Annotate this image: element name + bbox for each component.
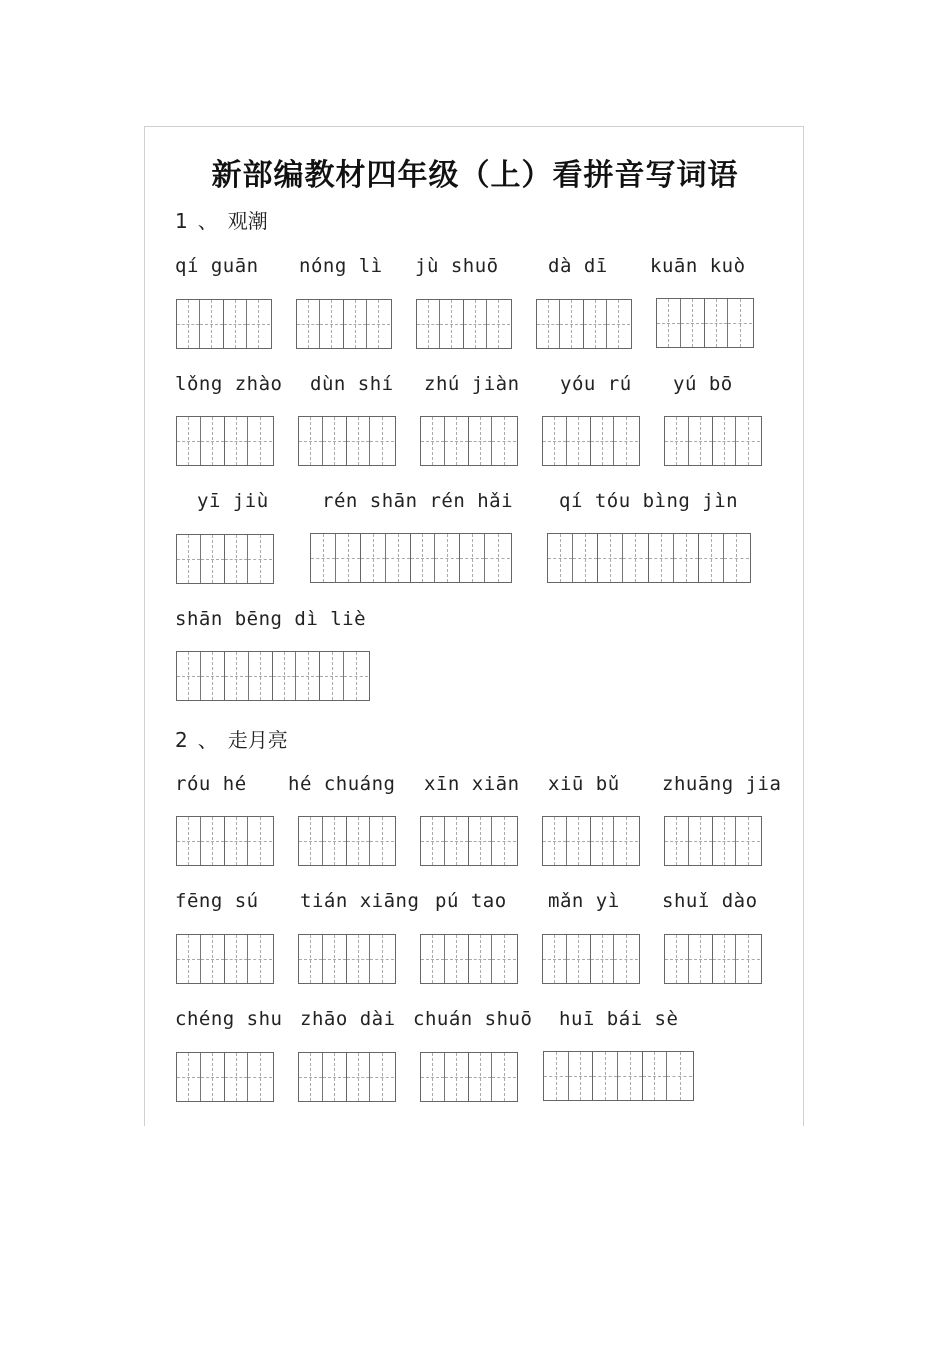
- grid-cell[interactable]: [248, 1053, 272, 1101]
- section-separator: 、: [197, 728, 218, 752]
- grid-cell[interactable]: [224, 300, 247, 348]
- grid-cell[interactable]: [323, 935, 347, 983]
- grid-cell[interactable]: [248, 817, 272, 865]
- grid-cell[interactable]: [492, 935, 516, 983]
- grid-cell[interactable]: [201, 652, 225, 700]
- grid-cell[interactable]: [347, 417, 371, 465]
- page-title: 新部编教材四年级（上）看拼音写词语: [211, 158, 739, 193]
- writing-grid[interactable]: [296, 299, 392, 349]
- grid-cell[interactable]: [344, 652, 368, 700]
- grid-cell[interactable]: [699, 534, 724, 582]
- grid-cell[interactable]: [370, 935, 394, 983]
- grid-cell[interactable]: [591, 417, 615, 465]
- grid-cell[interactable]: [201, 935, 225, 983]
- grid-cell[interactable]: [736, 817, 760, 865]
- writing-grid[interactable]: [420, 1052, 518, 1102]
- grid-cell[interactable]: [607, 300, 630, 348]
- word-pinyin: yóu rú: [560, 373, 632, 395]
- grid-cell[interactable]: [311, 534, 336, 582]
- writing-grid[interactable]: [298, 816, 396, 866]
- grid-cell[interactable]: [249, 652, 273, 700]
- writing-grid[interactable]: [176, 651, 370, 701]
- grid-cell[interactable]: [736, 935, 760, 983]
- grid-cell[interactable]: [469, 935, 493, 983]
- grid-cell[interactable]: [248, 417, 272, 465]
- grid-cell[interactable]: [584, 300, 607, 348]
- writing-grid[interactable]: [176, 934, 274, 984]
- grid-cell[interactable]: [201, 417, 225, 465]
- word-pinyin: huī bái sè: [559, 1008, 679, 1030]
- grid-cell[interactable]: [705, 299, 729, 347]
- grid-cell[interactable]: [560, 300, 583, 348]
- grid-cell[interactable]: [667, 1052, 692, 1100]
- grid-cell[interactable]: [657, 299, 681, 347]
- writing-grid[interactable]: [536, 299, 632, 349]
- grid-cell[interactable]: [336, 534, 361, 582]
- writing-grid[interactable]: [543, 1051, 694, 1101]
- grid-cell[interactable]: [225, 535, 249, 583]
- grid-cell[interactable]: [665, 817, 689, 865]
- grid-cell[interactable]: [370, 1053, 394, 1101]
- grid-cell[interactable]: [347, 1053, 371, 1101]
- writing-grid[interactable]: [542, 416, 640, 466]
- grid-cell[interactable]: [544, 1052, 569, 1100]
- word-pinyin: qí tóu bìng jìn: [559, 490, 739, 512]
- grid-cell[interactable]: [225, 652, 249, 700]
- grid-cell[interactable]: [591, 935, 615, 983]
- grid-cell[interactable]: [320, 300, 343, 348]
- grid-cell[interactable]: [299, 817, 323, 865]
- grid-cell[interactable]: [225, 1053, 249, 1101]
- writing-grid[interactable]: [298, 934, 396, 984]
- grid-cell[interactable]: [421, 1053, 445, 1101]
- grid-cell[interactable]: [591, 817, 615, 865]
- grid-cell[interactable]: [248, 535, 272, 583]
- grid-cell[interactable]: [177, 300, 200, 348]
- writing-grid[interactable]: [176, 299, 272, 349]
- grid-cell[interactable]: [421, 935, 445, 983]
- writing-grid[interactable]: [547, 533, 751, 583]
- writing-grid[interactable]: [420, 934, 518, 984]
- section-number: 2: [175, 728, 188, 752]
- writing-grid[interactable]: [298, 1052, 396, 1102]
- grid-cell[interactable]: [689, 817, 713, 865]
- grid-cell[interactable]: [614, 417, 638, 465]
- word-pinyin: qí guān: [175, 255, 259, 277]
- word-pinyin: zhú jiàn: [424, 373, 520, 395]
- grid-cell[interactable]: [665, 417, 689, 465]
- writing-grid[interactable]: [656, 298, 754, 348]
- section-name: 观潮: [227, 209, 268, 233]
- word-pinyin: nóng lì: [299, 255, 383, 277]
- word-pinyin: rén shān rén hǎi: [322, 490, 514, 512]
- grid-cell[interactable]: [618, 1052, 643, 1100]
- writing-grid[interactable]: [416, 299, 512, 349]
- grid-cell[interactable]: [248, 935, 272, 983]
- grid-cell[interactable]: [469, 417, 493, 465]
- writing-grid[interactable]: [176, 416, 274, 466]
- grid-cell[interactable]: [724, 534, 749, 582]
- grid-cell[interactable]: [445, 417, 469, 465]
- grid-cell[interactable]: [492, 1053, 516, 1101]
- section-number: 1: [175, 209, 188, 233]
- grid-cell[interactable]: [464, 300, 487, 348]
- grid-cell[interactable]: [543, 417, 567, 465]
- writing-grid[interactable]: [420, 416, 518, 466]
- word-pinyin: chéng shu: [175, 1008, 283, 1030]
- grid-cell[interactable]: [598, 534, 623, 582]
- grid-cell[interactable]: [543, 817, 567, 865]
- grid-cell[interactable]: [492, 417, 516, 465]
- section-heading: [175, 724, 288, 753]
- word-pinyin: zhāo dài: [300, 1008, 396, 1030]
- grid-cell[interactable]: [177, 1053, 201, 1101]
- grid-cell[interactable]: [440, 300, 463, 348]
- section-separator: 、: [197, 209, 218, 233]
- section-heading: [175, 205, 268, 234]
- grid-cell[interactable]: [347, 817, 371, 865]
- grid-cell[interactable]: [177, 535, 201, 583]
- grid-cell[interactable]: [643, 1052, 668, 1100]
- word-pinyin: pú tao: [435, 890, 507, 912]
- grid-cell[interactable]: [273, 652, 297, 700]
- grid-cell[interactable]: [225, 935, 249, 983]
- grid-cell[interactable]: [201, 535, 225, 583]
- grid-cell[interactable]: [411, 534, 436, 582]
- grid-cell[interactable]: [460, 534, 485, 582]
- grid-cell[interactable]: [445, 817, 469, 865]
- word-pinyin: tián xiāng: [300, 890, 420, 912]
- word-pinyin: shān bēng dì liè: [175, 608, 367, 630]
- grid-cell[interactable]: [567, 417, 591, 465]
- grid-cell[interactable]: [421, 817, 445, 865]
- grid-cell[interactable]: [728, 299, 752, 347]
- grid-cell[interactable]: [177, 935, 201, 983]
- grid-cell[interactable]: [370, 417, 394, 465]
- grid-cell[interactable]: [323, 417, 347, 465]
- grid-cell[interactable]: [299, 1053, 323, 1101]
- grid-cell[interactable]: [492, 817, 516, 865]
- writing-grid[interactable]: [176, 816, 274, 866]
- grid-cell[interactable]: [689, 935, 713, 983]
- grid-cell[interactable]: [537, 300, 560, 348]
- word-pinyin: yī jiù: [197, 490, 269, 512]
- grid-cell[interactable]: [421, 417, 445, 465]
- word-pinyin: chuán shuō: [413, 1008, 533, 1030]
- grid-cell[interactable]: [320, 652, 344, 700]
- grid-cell[interactable]: [469, 1053, 493, 1101]
- grid-cell[interactable]: [347, 935, 371, 983]
- writing-grid[interactable]: [420, 816, 518, 866]
- word-pinyin: fēng sú: [175, 890, 259, 912]
- grid-cell[interactable]: [247, 300, 270, 348]
- word-pinyin: xīn xiān: [424, 773, 520, 795]
- grid-cell[interactable]: [567, 935, 591, 983]
- grid-cell[interactable]: [445, 1053, 469, 1101]
- grid-cell[interactable]: [569, 1052, 594, 1100]
- writing-grid[interactable]: [298, 416, 396, 466]
- grid-cell[interactable]: [225, 417, 249, 465]
- grid-cell[interactable]: [435, 534, 460, 582]
- grid-cell[interactable]: [593, 1052, 618, 1100]
- grid-cell[interactable]: [201, 817, 225, 865]
- grid-cell[interactable]: [299, 935, 323, 983]
- grid-cell[interactable]: [367, 300, 390, 348]
- word-pinyin: hé chuáng: [288, 773, 396, 795]
- word-pinyin: xiū bǔ: [548, 773, 620, 795]
- writing-grid[interactable]: [310, 533, 512, 583]
- grid-cell[interactable]: [386, 534, 411, 582]
- writing-grid[interactable]: [664, 416, 762, 466]
- grid-cell[interactable]: [469, 817, 493, 865]
- grid-cell[interactable]: [177, 417, 201, 465]
- writing-grid[interactable]: [542, 934, 640, 984]
- word-pinyin: shuǐ dào: [662, 890, 758, 912]
- word-pinyin: dà dī: [548, 255, 608, 277]
- grid-cell[interactable]: [487, 300, 510, 348]
- grid-cell[interactable]: [361, 534, 386, 582]
- grid-cell[interactable]: [736, 417, 760, 465]
- grid-cell[interactable]: [689, 417, 713, 465]
- grid-cell[interactable]: [674, 534, 699, 582]
- writing-grid[interactable]: [542, 816, 640, 866]
- grid-cell[interactable]: [614, 817, 638, 865]
- section-name: 走月亮: [227, 728, 288, 752]
- grid-cell[interactable]: [485, 534, 510, 582]
- grid-cell[interactable]: [614, 935, 638, 983]
- word-pinyin: dùn shí: [310, 373, 394, 395]
- writing-grid[interactable]: [176, 534, 274, 584]
- word-pinyin: kuān kuò: [650, 255, 746, 277]
- grid-cell[interactable]: [713, 935, 737, 983]
- grid-cell[interactable]: [323, 1053, 347, 1101]
- grid-cell[interactable]: [713, 817, 737, 865]
- writing-grid[interactable]: [664, 934, 762, 984]
- grid-cell[interactable]: [417, 300, 440, 348]
- grid-cell[interactable]: [649, 534, 674, 582]
- word-pinyin: róu hé: [175, 773, 247, 795]
- grid-cell[interactable]: [543, 935, 567, 983]
- word-pinyin: mǎn yì: [548, 890, 620, 912]
- grid-cell[interactable]: [344, 300, 367, 348]
- grid-cell[interactable]: [177, 817, 201, 865]
- grid-cell[interactable]: [548, 534, 573, 582]
- grid-cell[interactable]: [713, 417, 737, 465]
- grid-cell[interactable]: [665, 935, 689, 983]
- grid-cell[interactable]: [445, 935, 469, 983]
- grid-cell[interactable]: [200, 300, 223, 348]
- grid-cell[interactable]: [370, 817, 394, 865]
- grid-cell[interactable]: [681, 299, 705, 347]
- word-pinyin: lǒng zhào: [175, 373, 283, 395]
- word-pinyin: zhuāng jia: [662, 773, 782, 795]
- grid-cell[interactable]: [299, 417, 323, 465]
- writing-grid[interactable]: [176, 1052, 274, 1102]
- grid-cell[interactable]: [296, 652, 320, 700]
- grid-cell[interactable]: [297, 300, 320, 348]
- grid-cell[interactable]: [201, 1053, 225, 1101]
- writing-grid[interactable]: [664, 816, 762, 866]
- grid-cell[interactable]: [177, 652, 201, 700]
- word-pinyin: jù shuō: [415, 255, 499, 277]
- word-pinyin: yú bō: [673, 373, 733, 395]
- grid-cell[interactable]: [567, 817, 591, 865]
- grid-cell[interactable]: [623, 534, 648, 582]
- grid-cell[interactable]: [573, 534, 598, 582]
- grid-cell[interactable]: [323, 817, 347, 865]
- grid-cell[interactable]: [225, 817, 249, 865]
